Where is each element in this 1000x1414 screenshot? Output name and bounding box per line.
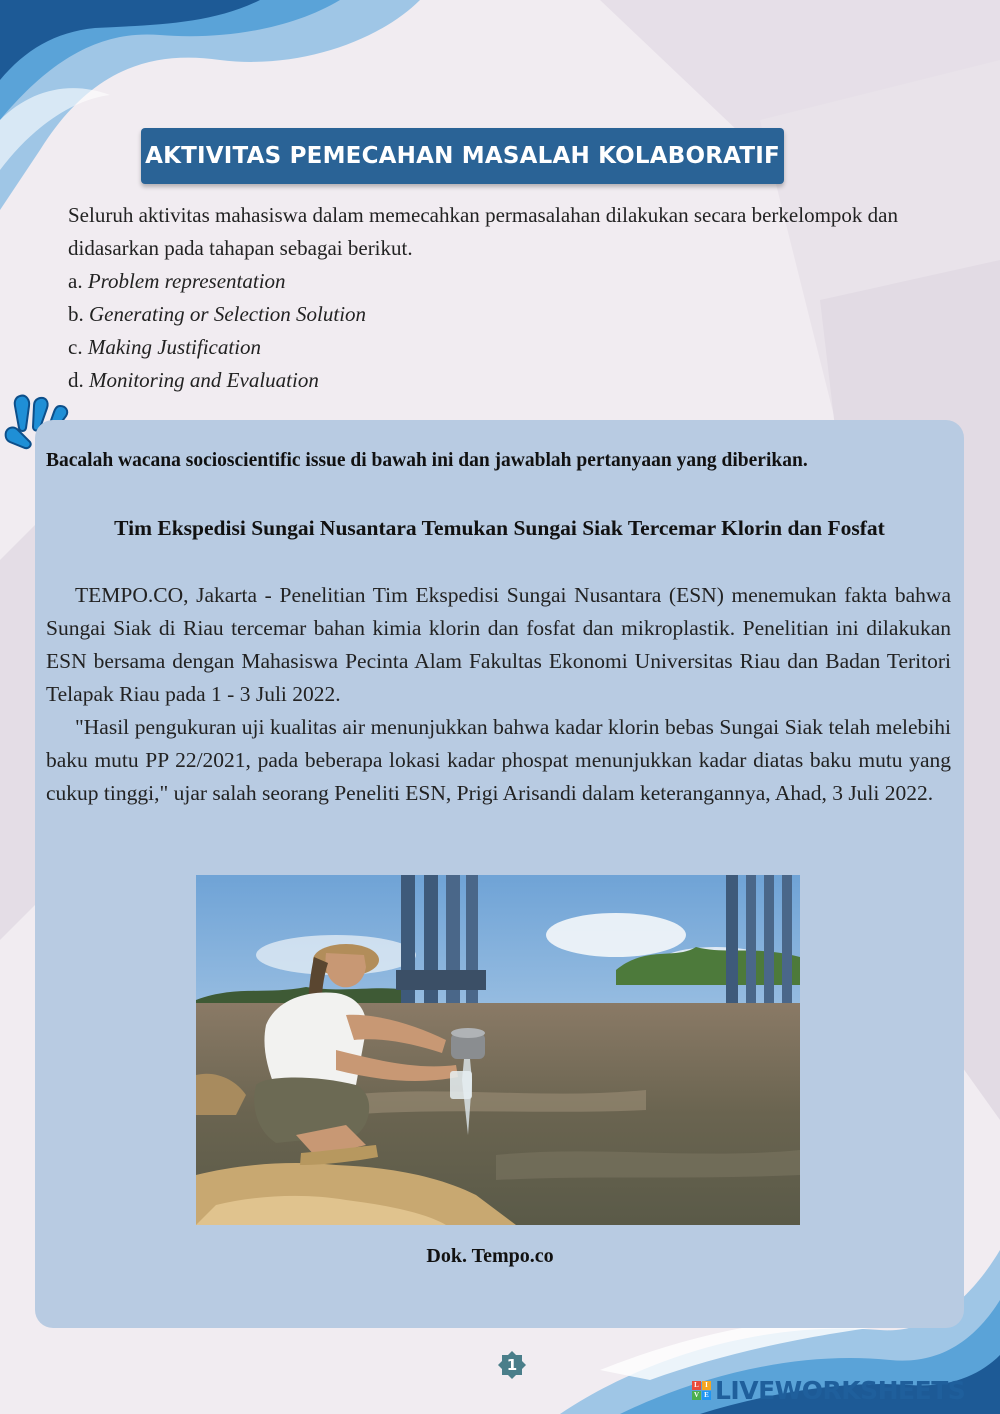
section-header-banner <box>141 128 784 184</box>
photo-caption: Dok. Tempo.co <box>426 1245 554 1267</box>
list-item: d. Monitoring and Evaluation <box>68 368 319 392</box>
liveworksheets-logo <box>692 1374 965 1406</box>
list-item: a. Problem representation <box>68 269 286 293</box>
reading-box <box>35 420 964 1328</box>
article-paragraph: TEMPO.CO, Jakarta - Penelitian Tim Ekspedisi Sungai Nusantara (ESN) menemukan fakta bahwa Sungai Siak di Riau tercemar bahan kimia klorin dan fosfat dan mikroplastik. Penelitian ini dilakukan ESN bersama dengan Mahasiswa Pecinta Alam Fakultas Ekonomi Universitas Riau dan Badan Teritori Telapak Riau pada 1 - 3 Juli 2022. <box>46 583 951 706</box>
step-list <box>68 265 898 397</box>
reading-instruction: Bacalah wacana socioscientific issue di bawah ini dan jawablah pertanyaan yang diberikan. <box>46 450 808 471</box>
article-body <box>46 579 951 810</box>
brand-mark: L I V E <box>692 1381 711 1400</box>
intro-section <box>68 199 898 397</box>
intro-paragraph: Seluruh aktivitas mahasiswa dalam memecahkan permasalahan dilakukan secara berkelompok dan didasarkan pada tahapan sebagai berikut. <box>68 203 898 260</box>
article-title: Tim Ekspedisi Sungai Nusantara Temukan Sungai Siak Tercemar Klorin dan Fosfat <box>114 516 885 540</box>
section-title: AKTIVITAS PEMECAHAN MASALAH KOLABORATIF <box>145 143 780 169</box>
list-item: c. Making Justification <box>68 335 262 359</box>
list-item: b. Generating or Selection Solution <box>68 302 367 326</box>
article-photo <box>196 875 800 1225</box>
page-number: 1 <box>497 1350 527 1380</box>
article-paragraph: "Hasil pengukuran uji kualitas air menunjukkan bahwa kadar klorin bebas Sungai Siak telah melebihi baku mutu PP 22/2021, pada beberapa lokasi kadar phospat menunjukkan kadar diatas baku mutu yang cukup tinggi," ujar salah seorang Peneliti ESN, Prigi Arisandi dalam keterangannya, Ahad, 3 Juli 2022. <box>46 715 951 805</box>
brand-wordmark: LIVEWORKSHEETS <box>715 1375 966 1405</box>
